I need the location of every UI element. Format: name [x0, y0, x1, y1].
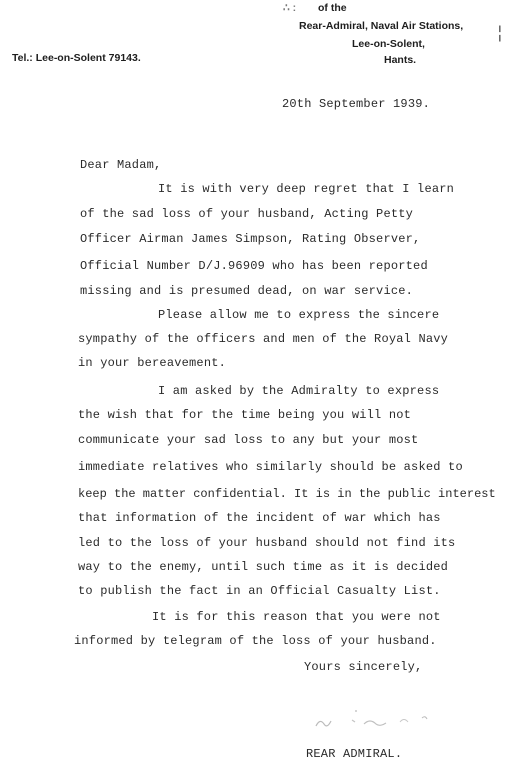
body-line: way to the enemy, until such time as it is decided	[78, 560, 449, 574]
body-line: Official Number D/J.96909 who has been reported	[80, 259, 428, 273]
letterhead-organisation: Rear-Admiral, Naval Air Stations,	[299, 20, 464, 32]
body-line: communicate your sad loss to any but your most	[78, 433, 419, 447]
body-line: It is for this reason that you were not	[152, 610, 441, 624]
body-line: Please allow me to express the sincere	[158, 308, 440, 322]
letterhead-telephone: Tel.: Lee-on-Solent 79143.	[12, 52, 141, 64]
body-line: the wish that for the time being you will not	[78, 408, 412, 422]
body-line: to publish the fact in an Official Casualty List.	[78, 584, 441, 598]
body-line: missing and is presumed dead, on war service.	[80, 284, 414, 298]
letterhead-place: Lee-on-Solent,	[352, 38, 425, 50]
body-line: led to the loss of your husband should not find its	[78, 536, 456, 550]
handwritten-signature	[308, 708, 438, 732]
body-line: sympathy of the officers and men of the Royal Navy	[78, 332, 449, 346]
binder-mark: ╎	[495, 24, 505, 43]
letterhead-county: Hants.	[384, 54, 417, 66]
letterhead-office-line: of the	[318, 2, 347, 14]
body-line: I am asked by the Admiralty to express	[158, 384, 440, 398]
body-line: Officer Airman James Simpson, Rating Observer,	[80, 232, 421, 246]
body-line: informed by telegram of the loss of your husband.	[74, 634, 437, 648]
letter-date: 20th September 1939.	[282, 97, 431, 111]
body-line: keep the matter confidential. It is in the public interest	[78, 487, 496, 501]
body-line: in your bereavement.	[78, 356, 227, 370]
body-line: that information of the incident of war which has	[78, 511, 441, 525]
faded-header-fragment: ∴ :	[283, 2, 297, 14]
salutation: Dear Madam,	[80, 158, 162, 172]
body-line: of the sad loss of your husband, Acting Petty	[80, 207, 414, 221]
body-line: It is with very deep regret that I learn	[158, 182, 455, 196]
closing: Yours sincerely,	[304, 660, 423, 674]
body-line: immediate relatives who similarly should be asked to	[78, 460, 463, 474]
signatory: REAR ADMIRAL.	[306, 747, 403, 761]
